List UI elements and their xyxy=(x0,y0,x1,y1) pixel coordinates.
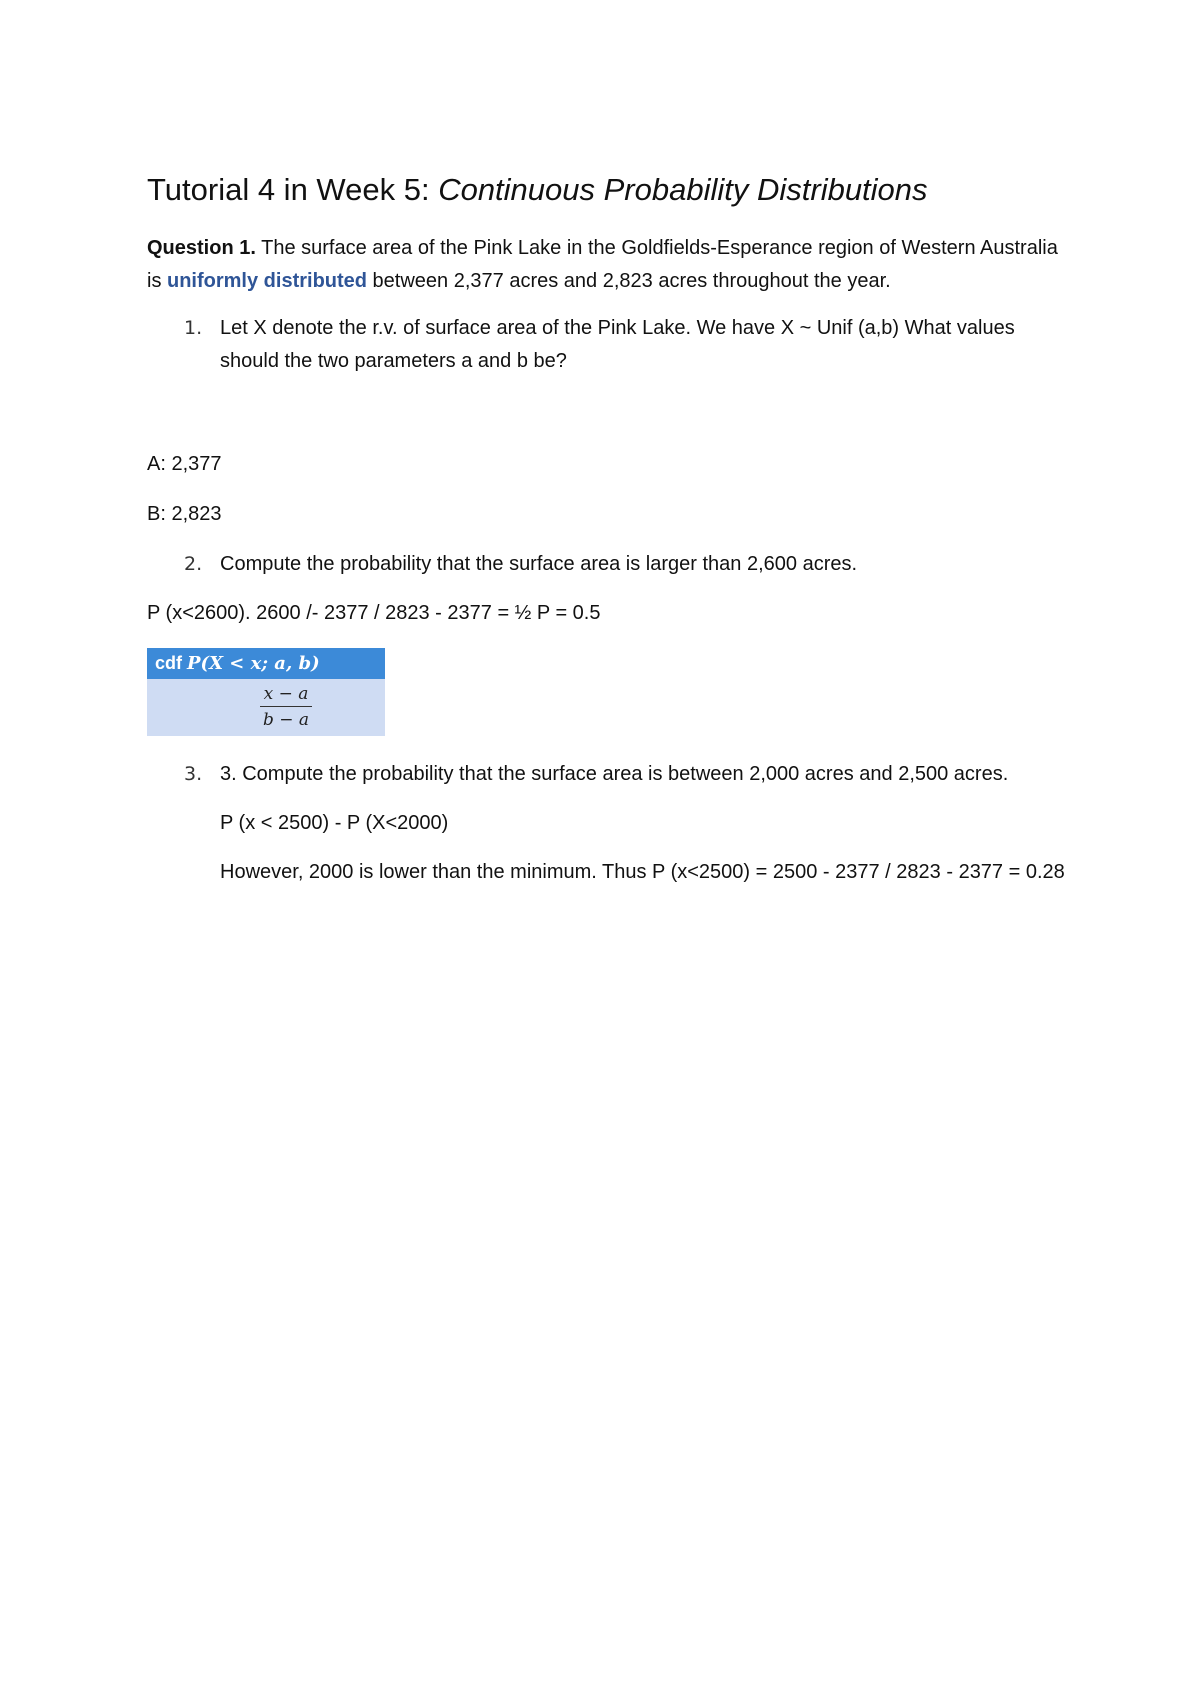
cdf-fraction xyxy=(260,682,312,733)
question-text-after: between 2,377 acres and 2,823 acres throughout the year. xyxy=(367,270,891,292)
cdf-denominator: b − a xyxy=(262,710,310,730)
answer-a: A: 2,377 xyxy=(147,453,222,475)
list-text-1: Let X denote the r.v. of surface area of the Pink Lake. We have X ~ Unif (a,b) What values should the two parameters a and b be? xyxy=(220,317,1015,372)
list-item-2 xyxy=(147,548,1067,581)
list-number-2: 2. xyxy=(184,553,203,575)
list-number-3: 3. xyxy=(184,763,203,785)
calculation-item-3-line-2: However, 2000 is lower than the minimum. Thus P (x<2500) = 2500 - 2377 / 2823 - 2377 = 0.28 xyxy=(220,861,1065,883)
calculation-item-2: P (x<2600). 2600 /- 2377 / 2823 - 2377 = ½ P = 0.5 xyxy=(147,602,601,624)
answer-b: B: 2,823 xyxy=(147,503,222,525)
list-text-2: Compute the probability that the surface area is larger than 2,600 acres. xyxy=(220,553,858,575)
document-page xyxy=(147,170,1067,889)
cdf-table-body xyxy=(147,679,385,736)
cdf-header-formula: P(X < x; a, b) xyxy=(187,653,320,674)
list-text-3: 3. Compute the probability that the surface area is between 2,000 acres and 2,500 acres. xyxy=(220,763,1009,785)
cdf-table-header xyxy=(147,648,385,679)
question-label: Question 1. xyxy=(147,237,256,259)
list-number-1: 1. xyxy=(184,317,203,339)
cdf-header-prefix: cdf xyxy=(155,653,188,673)
list-item-3 xyxy=(147,758,1067,791)
question-highlight: uniformly distributed xyxy=(167,270,367,292)
calculation-item-3-line-1: P (x < 2500) - P (X<2000) xyxy=(220,812,449,834)
question-intro xyxy=(147,232,1067,298)
title-plain: Tutorial 4 in Week 5: xyxy=(147,172,439,207)
document-title xyxy=(147,170,1067,210)
list-item-1 xyxy=(147,312,1067,378)
question-text-before: The surface area of the Pink Lake in the Goldfields-Esperance region of Western Australia is xyxy=(147,237,1058,292)
cdf-formula-table xyxy=(147,648,385,736)
cdf-numerator: x − a xyxy=(260,682,312,707)
title-italic: Continuous Probability Distributions xyxy=(438,172,928,207)
